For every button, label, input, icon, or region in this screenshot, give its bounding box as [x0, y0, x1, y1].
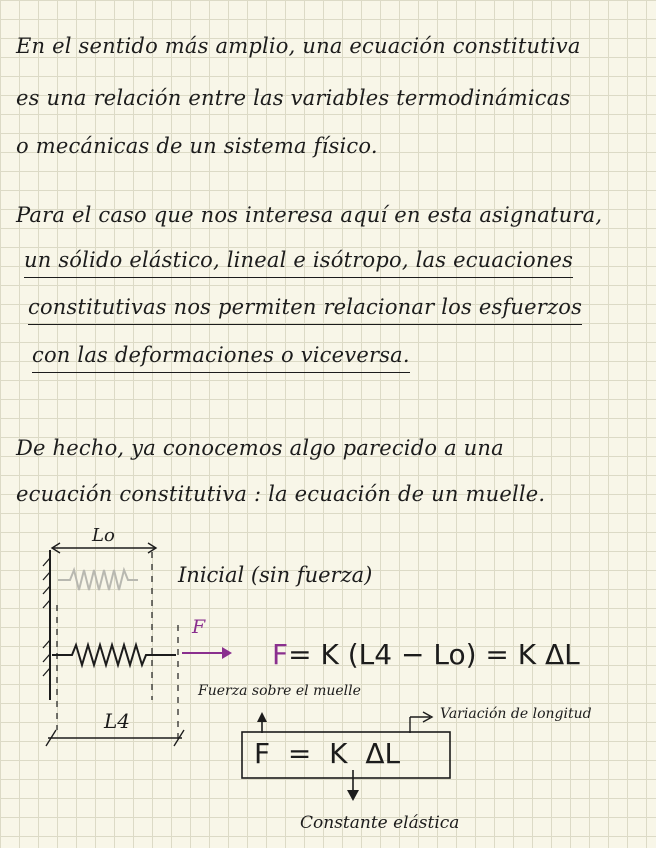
- initial-spring: [58, 570, 138, 590]
- paragraph-2-line-2: un sólido elástico, lineal e isótropo, las ecuaciones: [24, 250, 573, 278]
- paragraph-3-line-2: ecuación constitutiva : la ecuación de un muelle.: [16, 482, 546, 506]
- equation-force-term: F: [272, 638, 289, 671]
- constant-note: Constante elástica: [300, 813, 460, 833]
- paragraph-1-line-2: es una relación entre las variables termodinámicas: [16, 86, 571, 110]
- paragraph-1-line-1: En el sentido más amplio, una ecuación constitutiva: [16, 34, 581, 58]
- initial-length-label: Lo: [92, 525, 115, 546]
- paragraph-3-line-1: De hecho, ya conocemos algo parecido a una: [16, 436, 504, 460]
- boxed-equation: F = K ΔL: [254, 737, 401, 770]
- force-symbol-label: F: [192, 616, 206, 638]
- paragraph-2-line-1: Para el caso que nos interesa aquí en esta asignatura,: [16, 203, 603, 227]
- equation-rest: = K (L4 − Lo) = K ΔL: [288, 638, 580, 671]
- paragraph-2-line-4: con las deformaciones o viceversa.: [32, 345, 410, 373]
- paragraph-2-line-3: constitutivas nos permiten relacionar los esfuerzos: [28, 297, 582, 325]
- final-length-label: L4: [104, 709, 131, 733]
- stretched-spring: [52, 645, 176, 665]
- paragraph-1-line-3: o mecánicas de un sistema físico.: [16, 134, 378, 158]
- length-variation-note: Variación de longitud: [440, 706, 592, 722]
- force-caption-arrow: [257, 712, 267, 722]
- spring-equation: [272, 638, 580, 671]
- constant-arrow: [347, 790, 359, 801]
- initial-state-label: Inicial (sin fuerza): [178, 563, 373, 587]
- force-caption: Fuerza sobre el muelle: [198, 683, 361, 699]
- wall-hatching: [43, 558, 50, 676]
